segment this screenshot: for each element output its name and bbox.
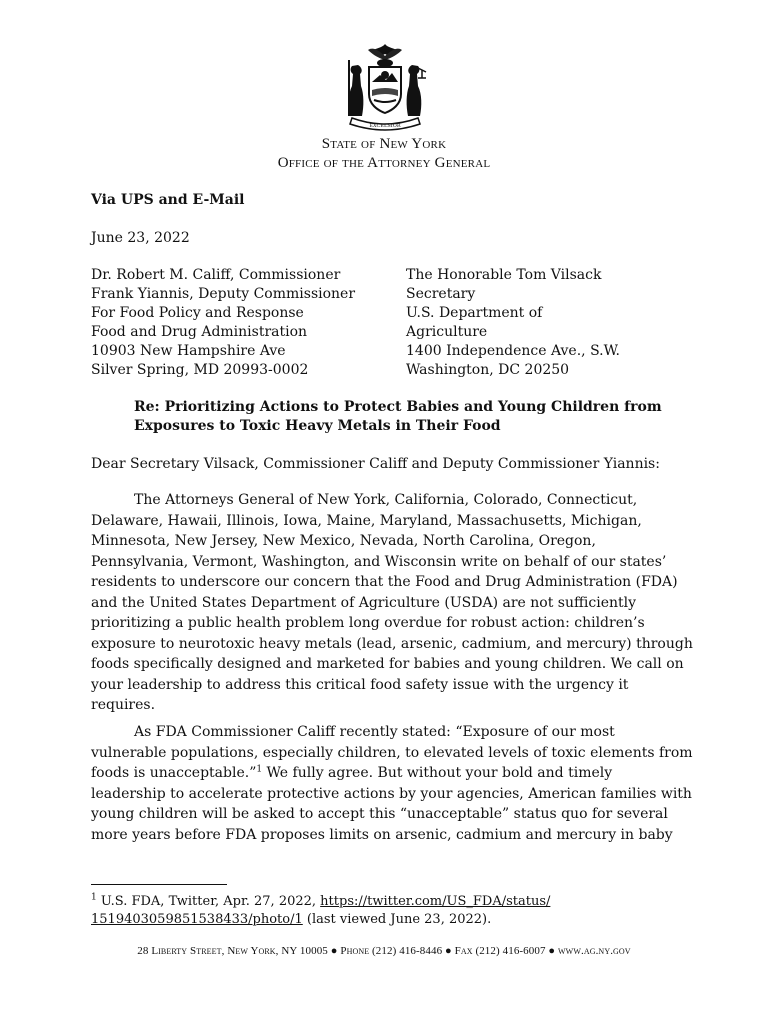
footnote-link[interactable]: 1519403059851538433/photo/1 [91, 912, 303, 927]
paragraph-line: exposure to neurotoxic heavy metals (lead, arsenic, cadmium, and mercury) through [91, 635, 693, 652]
paragraph-line: more years before FDA proposes limits on arsenic, cadmium and mercury in baby [91, 826, 673, 843]
paragraph-line: vulnerable populations, especially children, to elevated levels of toxic elements from [91, 744, 693, 761]
footnote-line [91, 893, 550, 911]
footnote-divider [91, 884, 227, 885]
body-paragraph-1 [91, 490, 693, 716]
letter-date: June 23, 2022 [91, 230, 190, 246]
salutation: Dear Secretary Vilsack, Commissioner Califf and Deputy Commissioner Yiannis: [91, 456, 660, 472]
address-line: The Honorable Tom Vilsack [406, 267, 602, 283]
paragraph-line: your leadership to address this critical food safety issue with the urgency it [91, 676, 629, 693]
paragraph-line: and the United States Department of Agriculture (USDA) are not sufficiently [91, 594, 637, 611]
new-york-state-seal-icon [338, 42, 432, 134]
address-line: U.S. Department of [406, 305, 543, 321]
delivery-method: Via UPS and E-Mail [91, 192, 245, 208]
state-heading: State of New York [321, 136, 447, 152]
subject-line-text: Re: Prioritizing Actions to Protect Babies and Young Children from [134, 399, 662, 415]
address-line: 10903 New Hampshire Ave [91, 343, 286, 359]
paragraph-line: requires. [91, 697, 156, 713]
svg-text:EXCELSIOR: EXCELSIOR [369, 123, 401, 129]
letterhead-footer: 28 Liberty Street, New York, NY 10005 ● Phone (212) 416-8446 ● Fax (212) 416-6007 ● www.ag.ny.gov [137, 945, 631, 957]
footnote-number: 1 [91, 892, 97, 903]
footnote-line [91, 911, 550, 929]
office-heading: Office of the Attorney General [277, 155, 491, 171]
quote-continuation: We fully agree. But without your bold and timely [262, 765, 613, 781]
paragraph-line [91, 763, 681, 784]
address-line: Washington, DC 20250 [406, 362, 570, 378]
address-line: Agriculture [406, 324, 488, 340]
paragraph-line: young children will be asked to accept this “unacceptable” status quo for several [91, 806, 668, 822]
address-line: Food and Drug Administration [91, 324, 308, 340]
address-line: Frank Yiannis, Deputy Commissioner [91, 286, 356, 302]
address-line: Dr. Robert M. Califf, Commissioner [91, 267, 341, 283]
address-line: For Food Policy and Response [91, 305, 304, 321]
address-line: Silver Spring, MD 20993-0002 [91, 362, 309, 378]
paragraph-line: As FDA Commissioner Califf recently stated: “Exposure of our most [134, 724, 615, 740]
paragraph-line: Pennsylvania, Vermont, Washington, and Wisconsin write on behalf of our states’ [91, 553, 667, 570]
footnote-text: (last viewed June 23, 2022). [302, 912, 492, 927]
quote-end: foods is unacceptable.” [91, 765, 257, 781]
body-paragraph-2 [91, 722, 693, 845]
footnote-reference[interactable]: 1 [256, 764, 263, 775]
subject-line [134, 398, 662, 436]
recipient-address-usda [406, 266, 620, 380]
paragraph-line: prioritizing a public health problem long overdue for robust action: children’s [91, 615, 645, 631]
paragraph-line: The Attorneys General of New York, California, Colorado, Connecticut, [134, 492, 638, 508]
footnote-text: U.S. FDA, Twitter, Apr. 27, 2022, [96, 894, 321, 909]
paragraph-line: residents to underscore our concern that the Food and Drug Administration (FDA) [91, 574, 678, 590]
paragraph-line: Minnesota, New Jersey, New Mexico, Nevada, North Carolina, Oregon, [91, 533, 596, 549]
recipient-address-fda [91, 266, 355, 380]
footnote [91, 893, 550, 929]
subject-line-text: Exposures to Toxic Heavy Metals in Their Food [134, 418, 501, 434]
address-line: Secretary [406, 286, 476, 302]
paragraph-line: Delaware, Hawaii, Illinois, Iowa, Maine, Maryland, Massachusetts, Michigan, [91, 512, 642, 529]
paragraph-line: leadership to accelerate protective actions by your agencies, American families with [91, 785, 692, 802]
address-line: 1400 Independence Ave., S.W. [406, 343, 620, 359]
paragraph-line: foods specifically designed and marketed for babies and young children. We call on [91, 656, 684, 672]
footnote-link[interactable]: https://twitter.com/US_FDA/status/ [320, 894, 551, 909]
